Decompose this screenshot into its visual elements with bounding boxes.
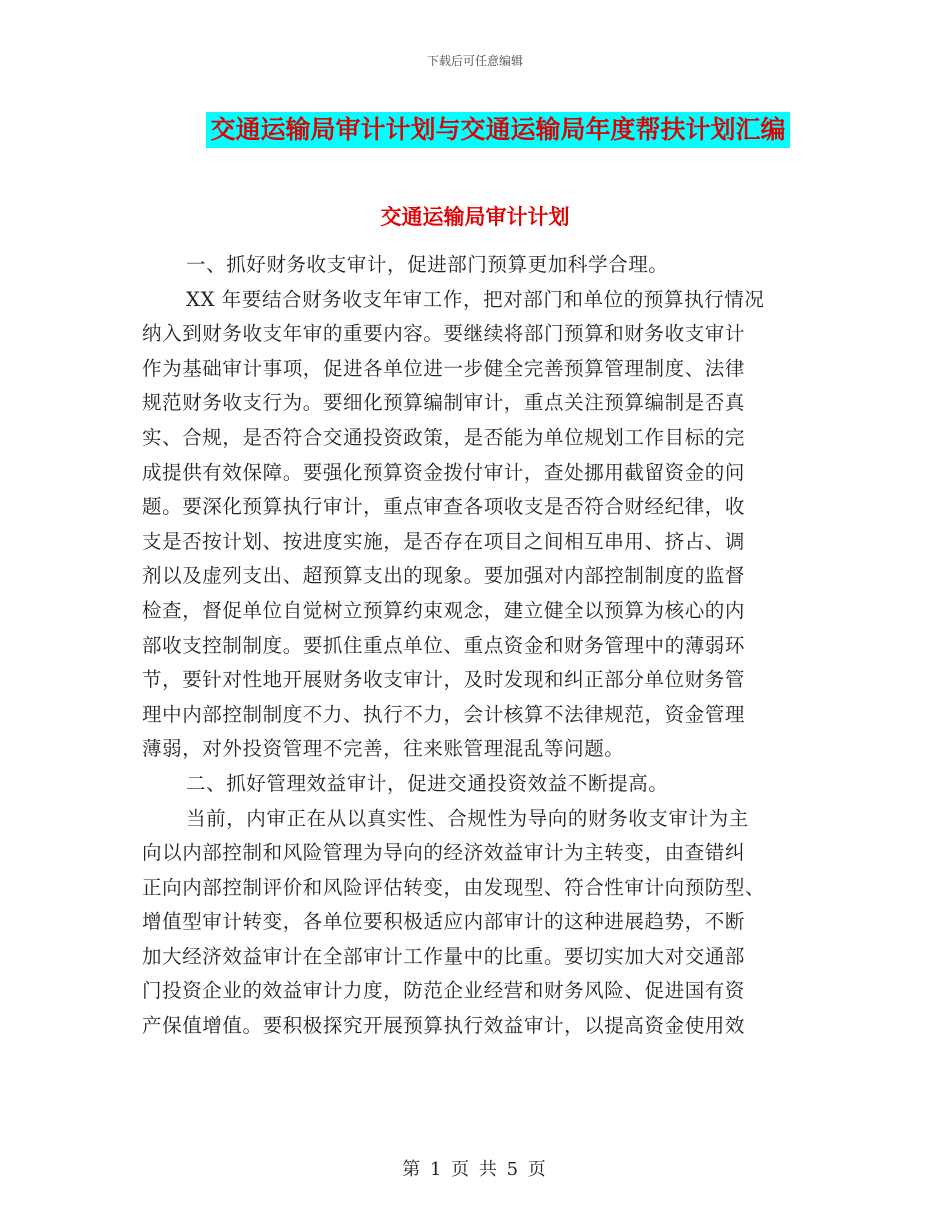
text-line: 一、抓好财务收支审计，促进部门预算更加科学合理。 [186,253,669,276]
text-line: 加大经济效益审计在全部审计工作量中的比重。要切实加大对交通部 [142,944,746,968]
text-line: 门投资企业的效益审计力度，防范企业经营和财务风险、促进国有资 [142,979,746,1003]
text-line: 二、抓好管理效益审计，促进交通投资效益不断提高。 [186,771,669,795]
page-footer: 第 1 页 共 5 页 [402,1159,548,1180]
body-text [142,248,812,1044]
text-line: 节，要针对性地开展财务收支审计，及时发现和纠正部分单位财务管 [142,668,746,692]
document-title: 交通运输局审计计划与交通运输局年度帮扶计划汇编 [206,112,789,148]
text-line: 作为基础审计事项，促进各单位进一步健全完善预算管理制度、法律 [142,356,746,380]
text-line: 部收支控制制度。要抓住重点单位、重点资金和财务管理中的薄弱环 [142,633,746,657]
text-line: 薄弱，对外投资管理不完善，往来账管理混乱等问题。 [142,737,625,761]
text-line: 题。要深化预算执行审计，重点审查各项收支是否符合财经纪律，收 [142,495,746,519]
text-line: 产保值增值。要积极探究开展预算执行效益审计，以提高资金使用效 [142,1014,746,1038]
text-line: 当前，内审正在从以真实性、合规性为导向的财务收支审计为主 [186,806,749,830]
text-line: 规范财务收支行为。要细化预算编制审计，重点关注预算编制是否真 [142,391,746,415]
text-line: 检查，督促单位自觉树立预算约束观念，建立健全以预算为核心的内 [142,598,746,622]
text-line: 纳入到财务收支年审的重要内容。要继续将部门预算和财务收支审计 [142,322,746,346]
text-line: 增值型审计转变，各单位要积极适应内部审计的这种进展趋势，不断 [142,910,746,934]
text-line: 成提供有效保障。要强化预算资金拨付审计，查处挪用截留资金的问 [142,460,746,484]
text-line: 实、合规，是否符合交通投资政策，是否能为单位规划工作目标的完 [142,425,746,449]
section-title: 交通运输局审计计划 [380,205,570,229]
text-line: 正向内部控制评价和风险评估转变，由发现型、符合性审计向预防型、 [142,875,766,899]
text-line: 支是否按计划、按进度实施，是否存在项目之间相互串用、挤占、调 [142,529,746,553]
text-line: XX 年要结合财务收支年审工作，把对部门和单位的预算执行情况 [186,287,765,311]
text-line: 理中内部控制制度不力、执行不力，会计核算不法律规范，资金管理 [142,702,746,726]
text-line: 向以内部控制和风险管理为导向的经济效益审计为主转变，由查错纠 [142,841,746,865]
text-line: 剂以及虚列支出、超预算支出的现象。要加强对内部控制制度的监督 [142,564,746,588]
header-note: 下载后可任意编辑 [426,54,523,68]
document-title-container [0,112,950,148]
